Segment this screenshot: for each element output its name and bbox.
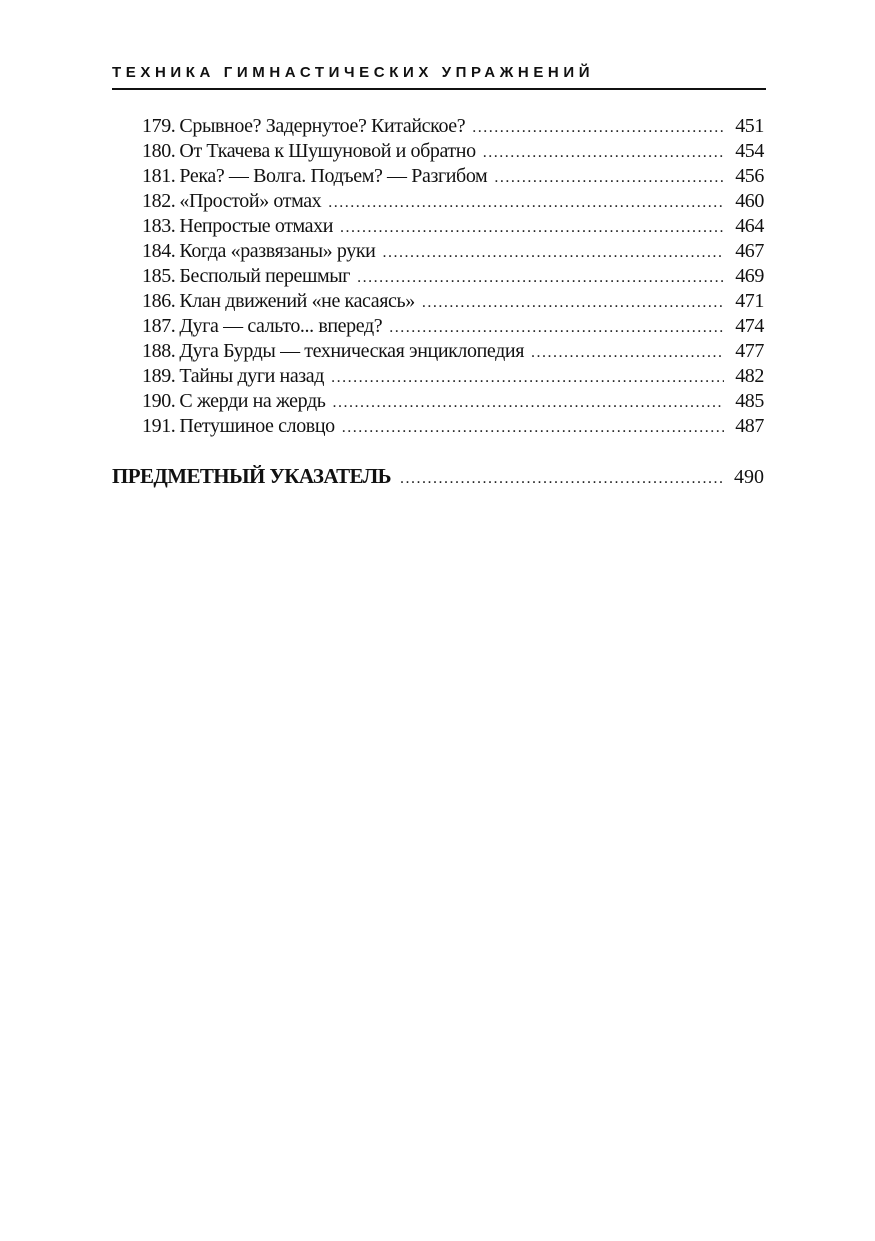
toc-entry-number: 183. <box>142 215 176 237</box>
toc-entry-page: 451 <box>735 115 764 137</box>
toc-entry-title: Тайны дуги назад <box>179 365 325 387</box>
toc-entry-number: 179. <box>142 115 176 137</box>
toc-entry <box>142 214 764 239</box>
toc-entry-number: 190. <box>142 390 176 412</box>
toc-leader-dots <box>382 240 724 265</box>
toc-entry-number: 186. <box>142 290 176 312</box>
toc-leader-dots <box>494 165 724 190</box>
toc-leader-dots <box>328 190 724 215</box>
toc-entry-page: 471 <box>735 290 764 312</box>
toc-entry-title: Река? — Волга. Подъем? — Разгибом <box>179 165 488 187</box>
toc-entry-page: 482 <box>735 365 764 387</box>
toc-entry-number: 189. <box>142 365 176 387</box>
toc-entry-page: 464 <box>735 215 764 237</box>
toc-entry <box>142 414 764 439</box>
toc-entry-title: С жерди на жердь <box>179 390 326 412</box>
toc-entry-title: Дуга — сальто... вперед? <box>179 315 383 337</box>
toc-entry-number: 188. <box>142 340 176 362</box>
toc-entry-title: Дуга Бурды — техническая энциклопедия <box>179 340 525 362</box>
toc-entry-title: Клан движений «не касаясь» <box>179 290 415 312</box>
index-leader-dots <box>400 465 724 493</box>
toc-entry-number: 182. <box>142 190 176 212</box>
toc-entry <box>142 114 764 139</box>
toc-entry-title: Бесполый перешмыг <box>179 265 351 287</box>
toc-entry <box>142 189 764 214</box>
subject-index-title: ПРЕДМЕТНЫЙ УКАЗАТЕЛЬ <box>112 464 391 488</box>
toc-entry-page: 460 <box>735 190 764 212</box>
toc-entry <box>142 364 764 389</box>
table-of-contents <box>142 114 764 439</box>
header-rule <box>112 88 766 90</box>
toc-entry-page: 454 <box>735 140 764 162</box>
running-header: ТЕХНИКА ГИМНАСТИЧЕСКИХ УПРАЖНЕНИЙ <box>112 64 595 81</box>
toc-leader-dots <box>483 140 724 165</box>
toc-leader-dots <box>342 415 724 440</box>
toc-entry <box>142 289 764 314</box>
toc-entry-page: 487 <box>735 415 764 437</box>
toc-entry-page: 474 <box>735 315 764 337</box>
toc-entry-page: 477 <box>735 340 764 362</box>
toc-entry-title: Когда «развязаны» руки <box>179 240 376 262</box>
toc-leader-dots <box>331 365 724 390</box>
toc-entry-number: 191. <box>142 415 176 437</box>
toc-entry <box>142 239 764 264</box>
toc-entry-title: Срывное? Задернутое? Китайское? <box>179 115 466 137</box>
toc-entry-title: «Простой» отмах <box>179 190 322 212</box>
toc-entry <box>142 389 764 414</box>
toc-entry <box>142 314 764 339</box>
toc-entry-title: Петушиное словцо <box>179 415 335 437</box>
toc-leader-dots <box>472 115 724 140</box>
toc-entry-page: 467 <box>735 240 764 262</box>
subject-index-page: 490 <box>734 466 764 488</box>
toc-entry-page: 456 <box>735 165 764 187</box>
toc-leader-dots <box>389 315 724 340</box>
toc-entry <box>142 164 764 189</box>
toc-leader-dots <box>357 265 724 290</box>
subject-index-entry <box>112 462 764 493</box>
toc-entry-number: 185. <box>142 265 176 287</box>
toc-entry-page: 485 <box>735 390 764 412</box>
toc-leader-dots <box>340 215 724 240</box>
toc-entry <box>142 139 764 164</box>
toc-entry-title: Непростые отмахи <box>179 215 334 237</box>
toc-entry-number: 180. <box>142 140 176 162</box>
toc-leader-dots <box>332 390 724 415</box>
toc-entry-title: От Ткачева к Шушуновой и обратно <box>179 140 476 162</box>
toc-leader-dots <box>531 340 724 365</box>
toc-entry <box>142 264 764 289</box>
toc-entry <box>142 339 764 364</box>
toc-entry-number: 187. <box>142 315 176 337</box>
toc-entry-number: 184. <box>142 240 176 262</box>
toc-entry-page: 469 <box>735 265 764 287</box>
toc-leader-dots <box>422 290 724 315</box>
toc-entry-number: 181. <box>142 165 176 187</box>
